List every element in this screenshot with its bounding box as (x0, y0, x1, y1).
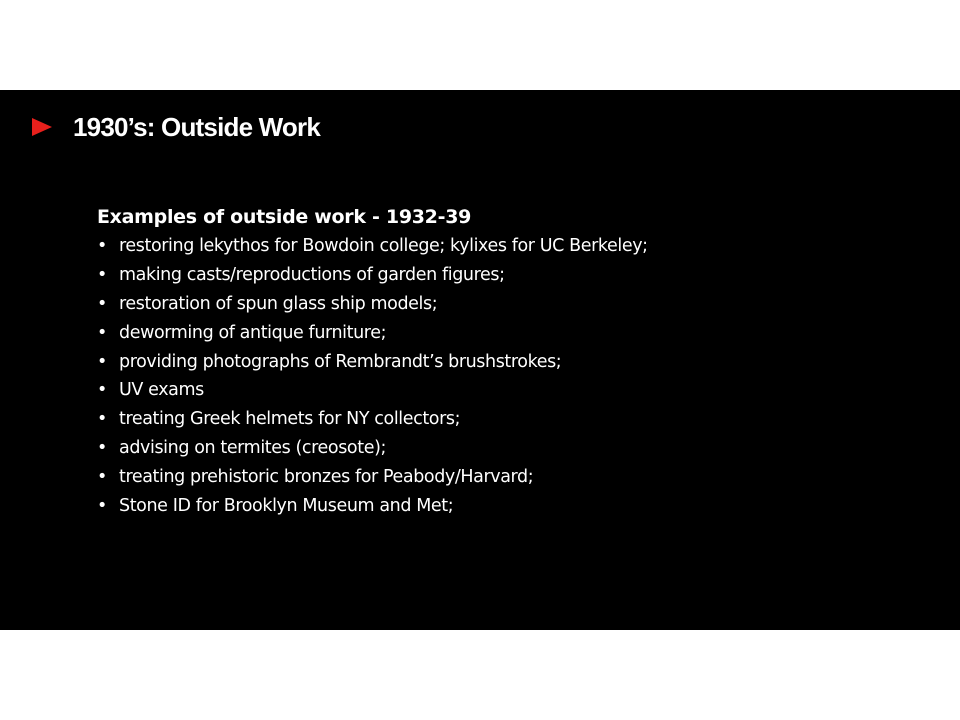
list-item-text: advising on termites (creosote); (119, 438, 386, 459)
list-item-text: making casts/reproductions of garden figures; (119, 264, 505, 285)
bullet-icon: • (97, 467, 107, 488)
slide-title: 1930’s: Outside Work (73, 111, 320, 142)
list-item (97, 319, 917, 348)
list-item-text: providing photographs of Rembrandt’s brushstrokes; (119, 351, 562, 372)
section-heading: Examples of outside work - 1932-39 (97, 206, 472, 228)
bullet-icon: • (97, 380, 107, 401)
bullet-icon: • (97, 438, 107, 459)
list-item-text: UV exams (119, 380, 204, 401)
bullet-icon: • (97, 264, 107, 285)
title-row (32, 110, 320, 144)
bullet-list (97, 232, 917, 521)
list-item (97, 232, 917, 261)
list-item-text: treating Greek helmets for NY collectors; (119, 409, 461, 430)
bullet-icon: • (97, 351, 107, 372)
list-item (97, 463, 917, 492)
bullet-icon: • (97, 236, 107, 256)
list-item-text: restoring lekythos for Bowdoin college; kylixes for UC Berkeley; (119, 236, 648, 256)
slide-content (97, 203, 917, 521)
bullet-icon: • (97, 409, 107, 430)
list-item (97, 261, 917, 290)
list-item-text: deworming of antique furniture; (119, 322, 387, 343)
list-item (97, 492, 917, 521)
list-item (97, 405, 917, 434)
list-item-text: treating prehistoric bronzes for Peabody/Harvard; (119, 467, 534, 488)
list-item-text: Stone ID for Brooklyn Museum and Met; (119, 496, 454, 517)
bullet-icon: • (97, 496, 107, 517)
slide (0, 90, 960, 630)
list-item (97, 348, 917, 377)
bullet-icon: • (97, 322, 107, 343)
list-item (97, 434, 917, 463)
red-triangle-arrow-icon (32, 118, 52, 136)
list-item (97, 290, 917, 319)
list-item (97, 376, 917, 405)
bullet-icon: • (97, 293, 107, 314)
list-item-text: restoration of spun glass ship models; (119, 293, 438, 314)
